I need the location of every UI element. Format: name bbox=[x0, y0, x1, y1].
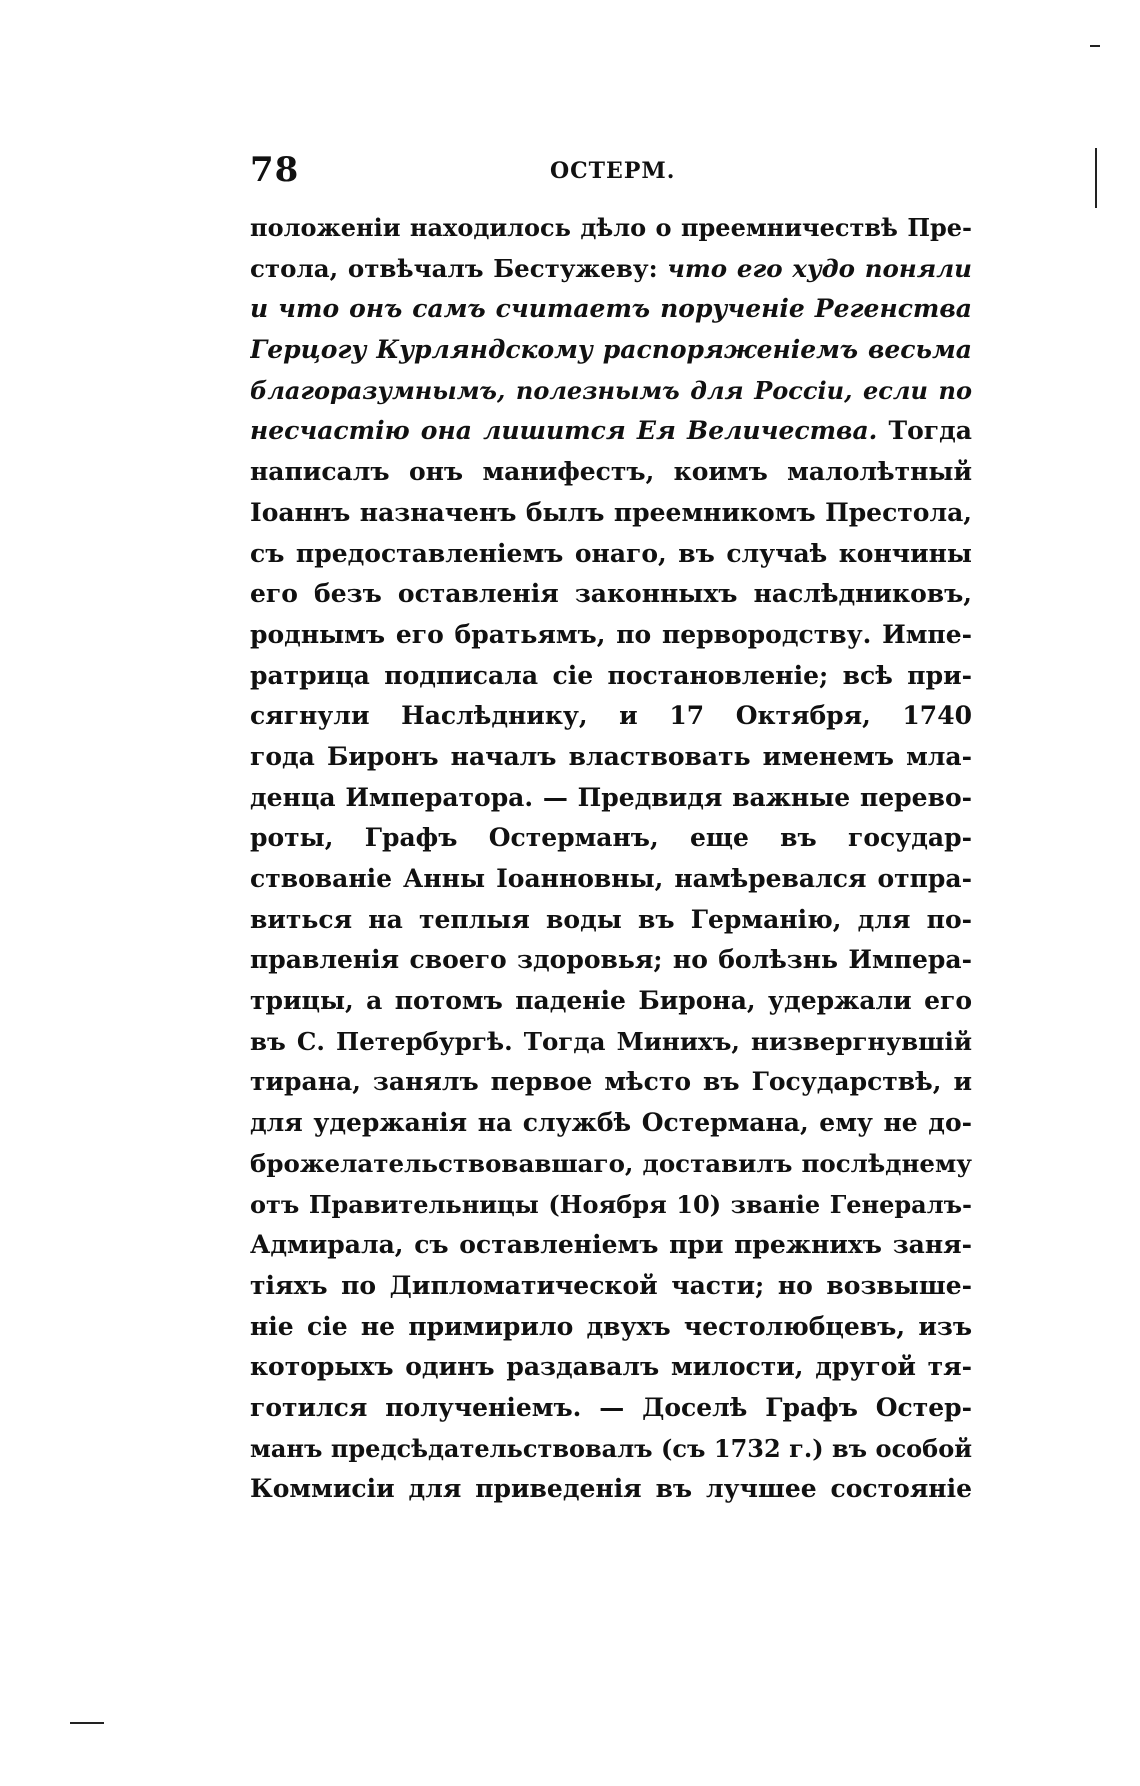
body-text bbox=[250, 208, 972, 1510]
scan-edge-mark bbox=[1090, 45, 1100, 47]
text-line: года Биронъ началъ властвовать именемъ мла- bbox=[250, 741, 972, 771]
text-line: манъ предсѣдательствовалъ (съ 1732 г.) въ особой bbox=[250, 1433, 972, 1463]
text-line: въ С. Петербургѣ. Тогда Минихъ, низвергнувшій bbox=[250, 1026, 972, 1056]
text-line: ствованіе Анны Іоанновны, намѣревался отпра- bbox=[250, 864, 972, 893]
text-line: ніе сіе не примирило двухъ честолюбцевъ, изъ bbox=[250, 1311, 972, 1341]
text-line: брожелательствовавшаго, доставилъ послѣднему bbox=[250, 1148, 972, 1178]
italic-segment: несчастію она лишится Ея Величества. bbox=[250, 416, 878, 446]
text-line bbox=[250, 411, 972, 452]
text-line: его безъ оставленія законныхъ наслѣдниковъ, bbox=[250, 579, 972, 609]
text-line: сягнули Наслѣднику, и 17 Октября, 1740 bbox=[250, 701, 972, 731]
text-line: роднымъ его братьямъ, по первородству. Импе- bbox=[250, 619, 972, 649]
text-line: Коммисіи для приведенія въ лучшее состояніе bbox=[250, 1474, 972, 1504]
text-line: правленія своего здоровья; но болѣзнь Импера- bbox=[250, 945, 972, 975]
text-line: виться на теплыя воды въ Германію, для по- bbox=[250, 904, 972, 934]
italic-segment: что его худо поняли bbox=[667, 253, 972, 283]
text-line: съ предоставленіемъ онаго, въ случаѣ кончины bbox=[250, 538, 972, 568]
text-line: Герцогу Курляндскому распоряженіемъ весьма bbox=[250, 335, 972, 365]
scan-edge-mark bbox=[70, 1722, 104, 1724]
text-line: которыхъ одинъ раздавалъ милости, другой тя- bbox=[250, 1352, 972, 1382]
text-line: ратрица подписала сіе постановленіе; всѣ при- bbox=[250, 660, 972, 690]
text-line: отъ Правительницы (Ноября 10) званіе Генералъ- bbox=[250, 1189, 972, 1219]
text-line bbox=[250, 249, 972, 290]
text-line: положеніи находилось дѣло о преемничествѣ Пре- bbox=[250, 213, 972, 242]
text-line: Адмирала, съ оставленіемъ при прежнихъ заня- bbox=[250, 1230, 972, 1260]
page-header bbox=[250, 150, 972, 196]
text-line: и что онъ самъ считаетъ порученіе Регенства bbox=[250, 294, 972, 324]
text-line: благоразумнымъ, полезнымъ для Россіи, если по bbox=[250, 375, 972, 405]
running-title: ОСТЕРМ. bbox=[550, 158, 676, 184]
text-line: тирана, занялъ первое мѣсто въ Государствѣ, и bbox=[250, 1067, 972, 1097]
text-line: написалъ онъ манифестъ, коимъ малолѣтный bbox=[250, 457, 972, 487]
text-line: готился полученіемъ. — Доселѣ Графъ Остер- bbox=[250, 1392, 972, 1422]
text-line: роты, Графъ Остерманъ, еще въ государ- bbox=[250, 823, 972, 853]
text-segment: стола, отвѣчалъ Бестужеву: bbox=[250, 253, 668, 283]
text-line: денца Императора. — Предвидя важные перево- bbox=[250, 782, 972, 812]
text-line: для удержанія на службѣ Остермана, ему не до- bbox=[250, 1108, 972, 1138]
scan-edge-mark bbox=[1095, 148, 1097, 208]
page-number: 78 bbox=[250, 150, 300, 190]
text-line: трицы, а потомъ паденіе Бирона, удержали его bbox=[250, 986, 972, 1016]
text-segment: Тогда bbox=[877, 416, 972, 446]
text-line: Іоаннъ назначенъ былъ преемникомъ Престола, bbox=[250, 497, 972, 527]
text-line: тіяхъ по Дипломатической части; но возвыше- bbox=[250, 1270, 972, 1300]
